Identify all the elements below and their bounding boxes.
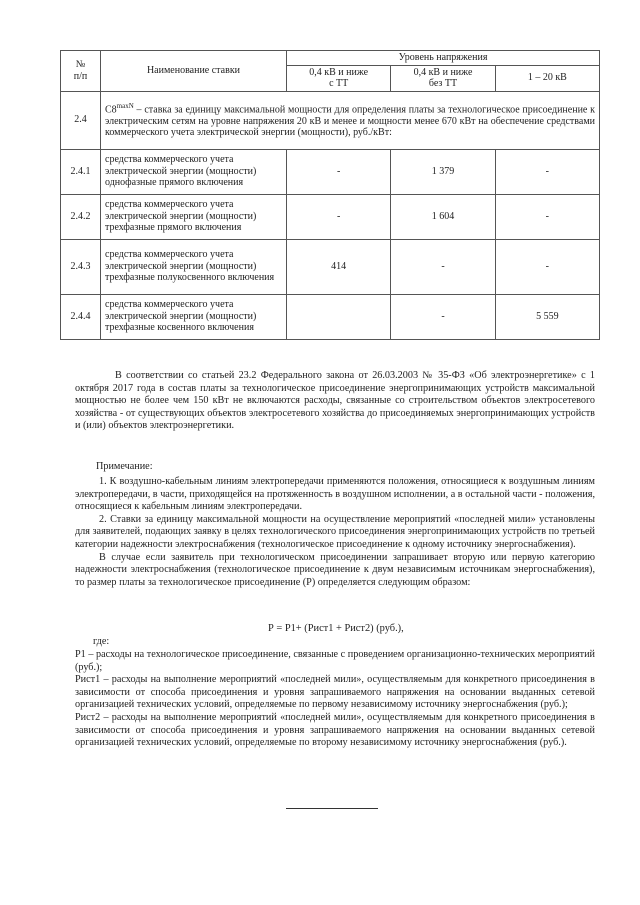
row-name: средства коммерческого учета электрической энергии (мощности) трехфазные прямого включения [101,194,287,239]
note-item: 1. К воздушно-кабельным линиям электропередачи применяются положения, относящиеся к воздушным линиям электропередачи, в части, приходящейся на протяженность в воздушном исполнении, а в остальной части - положения, относящиеся к кабельным линиям электропередачи. [75,476,595,513]
table-row [61,239,600,294]
table-row-main [61,91,600,149]
definition-item: Р1 – расходы на технологическое присоединение, связанные с проведением организационно-технических мероприятий (руб.); [75,649,595,673]
table-row [61,294,600,339]
row-value-col3: - [495,149,599,194]
table-header-row [61,51,600,66]
header-name: Наименование ставки [101,51,287,92]
row-num: 2.4 [61,91,101,149]
row-value-col2: 1 379 [391,149,495,194]
rate-code-sup: maxN [116,101,134,110]
row-num: 2.4.1 [61,149,101,194]
row-num: 2.4.4 [61,294,101,339]
row-num: 2.4.3 [61,239,101,294]
row-num: 2.4.2 [61,194,101,239]
rate-description [101,91,600,149]
row-value-col1: - [287,149,391,194]
header-col-04kv-tt: 0,4 кВ и ниже с ТТ [287,65,391,91]
table-row [61,149,600,194]
row-value-col1: 414 [287,239,391,294]
formula: Р = Р1+ (Рист1 + Рист2) (руб.), [268,623,404,634]
end-divider-line [286,808,378,809]
notes-block [75,476,595,589]
header-col-04kv-no-tt: 0,4 кВ и ниже без ТТ [391,65,495,91]
row-value-col1: - [287,194,391,239]
definitions-block [75,649,595,750]
header-voltage-level: Уровень напряжения [287,51,600,66]
row-name: средства коммерческого учета электрической энергии (мощности) трехфазные косвенного включения [101,294,287,339]
rates-table [60,50,600,340]
rate-code: C8 [105,104,117,116]
row-value-col3: - [495,239,599,294]
row-value-col3: - [495,194,599,239]
row-value-col1 [287,294,391,339]
paragraph-law-reference: В соответствии со статьей 23.2 Федерального закона от 26.03.2003 № 35-ФЗ «Об электроэнергетике» с 1 октября 2017 года в состав платы за технологическое присоединение энергопринимающих устройств максимальной мощностью не более чем 150 кВт не включаются расходы, связанные со строительством объектов электросетевого хозяйства - от существующих объектов электросетевого хозяйства до присоединяемых энергопринимающих устройств и (или) объектов электроэнергетики. [75,370,595,432]
definition-item: Рист1 – расходы на выполнение мероприятий «последней мили», осуществляемым для конкретного присоединения в зависимости от способа присоединения и уровня запрашиваемого напряжения на основании выданных сетевой организацией технических условий, определяемые по первому независимому источнику энергоснабжения (руб.); [75,674,595,711]
row-value-col2: - [391,294,495,339]
rate-text: – ставка за единицу максимальной мощности для определения платы за технологическое присоединение к электрическим сетям на уровне напряжения 20 кВ и менее и мощности менее 670 кВт на обеспечение средствами коммерческого учета электрической энергии (мощности), руб./кВт: [105,104,595,139]
note-item: В случае если заявитель при технологическом присоединении запрашивает вторую или первую категорию надежности электроснабжения (технологическое присоединение к двум независимым источникам энергоснабжения), то размер платы за технологическое присоединение (Р) определяется следующим образом: [75,551,595,588]
header-col-1-20kv: 1 – 20 кВ [495,65,599,91]
row-name: средства коммерческого учета электрической энергии (мощности) трехфазные полукосвенного включения [101,239,287,294]
row-name: средства коммерческого учета электрической энергии (мощности) однофазные прямого включения [101,149,287,194]
row-value-col2: - [391,239,495,294]
note-title: Примечание: [96,461,153,472]
table-row [61,194,600,239]
where-label: где: [93,636,110,647]
row-value-col3: 5 559 [495,294,599,339]
header-num: № п/п [61,51,101,92]
note-item: 2. Ставки за единицу максимальной мощности на осуществление мероприятий «последней мили» установлены для заявителей, подающих заявку в целях технологического присоединения энергопринимающих устройств по третьей категории надежности электроснабжения (технологическое присоединение к одному источнику энергоснабжения). [75,513,595,550]
row-value-col2: 1 604 [391,194,495,239]
definition-item: Рист2 – расходы на выполнение мероприятий «последней мили», осуществляемым для конкретного присоединения в зависимости от способа присоединения и уровня запрашиваемого напряжения на основании выданных сетевой организацией технических условий, определяемые по второму независимому источнику энергоснабжения (руб.). [75,711,595,749]
